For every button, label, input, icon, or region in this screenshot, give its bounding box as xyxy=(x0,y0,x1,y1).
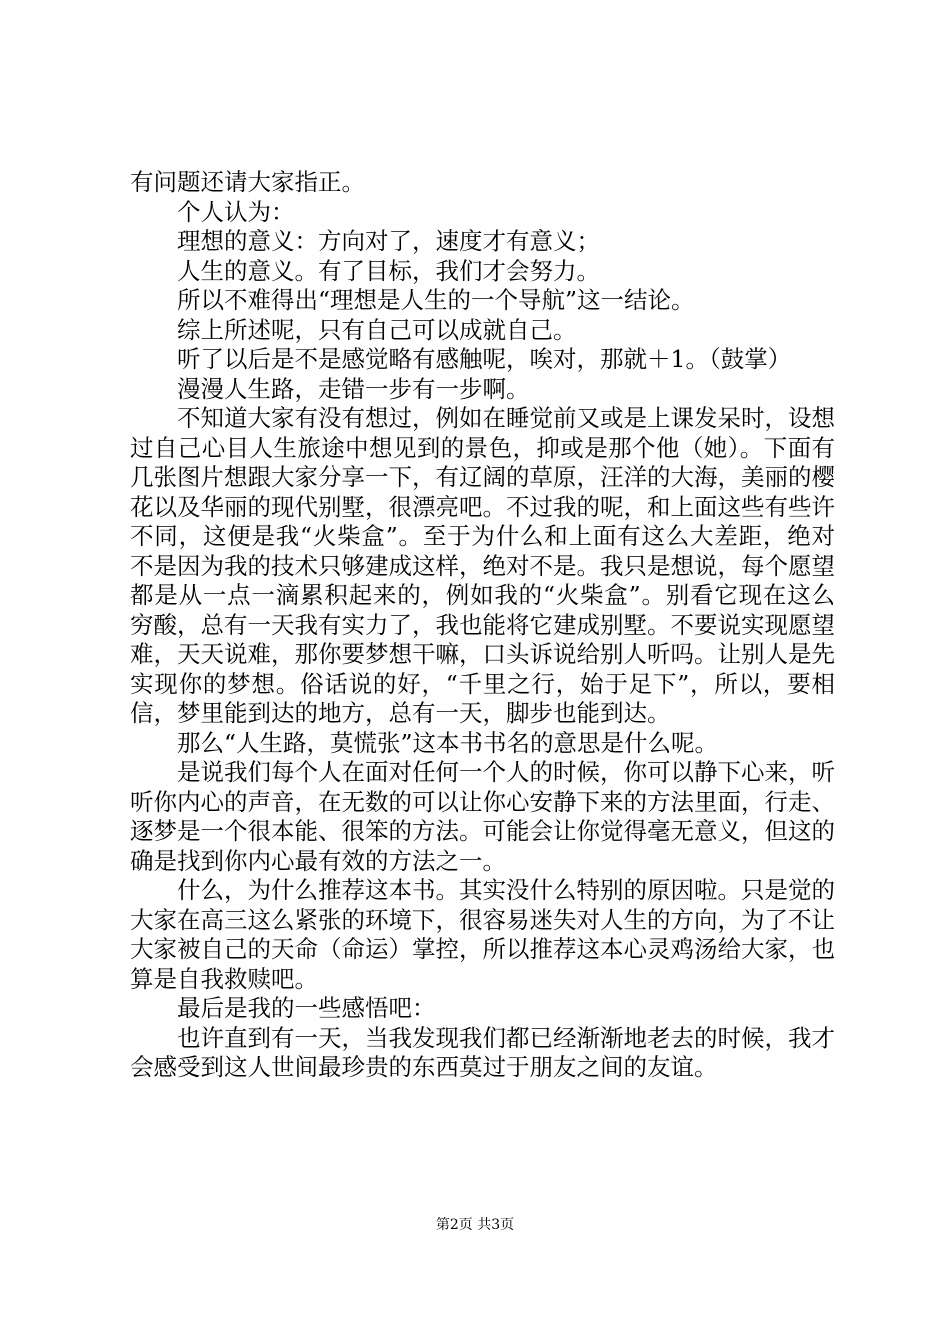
paragraph: 也许直到有一天，当我发现我们都已经渐渐地老去的时候，我才会感受到这人世间最珍贵的东西莫过于朋友之间的友谊。 xyxy=(130,1023,835,1081)
paragraph: 是说我们每个人在面对任何一个人的时候，你可以静下心来，听听你内心的声音，在无数的可以让你心安静下来的方法里面，行走、逐梦是一个很本能、很笨的方法。可能会让你觉得毫无意义，但这的确是找到你内心最有效的方法之一。 xyxy=(130,758,835,875)
paragraph: 综上所述呢，只有自己可以成就自己。 xyxy=(177,315,577,344)
paragraph: 理想的意义：方向对了，速度才有意义； xyxy=(177,227,600,255)
paragraph: 漫漫人生路，走错一步有一步啊。 xyxy=(177,374,530,403)
paragraph: 所以不难得出“理想是人生的一个导航”这一结论。 xyxy=(177,286,695,314)
paragraph: 听了以后是不是感觉略有感触呢，唉对，那就＋1。（鼓掌） xyxy=(177,345,792,373)
paragraph: 人生的意义。有了目标，我们才会努力。 xyxy=(177,256,600,285)
document-body xyxy=(130,168,835,1083)
paragraph: 什么，为什么推荐这本书。其实没什么特别的原因啦。只是觉的大家在高三这么紧张的环境下，很容易迷失对人生的方向，为了不让大家被自己的天命（命运）掌控，所以推荐这本心灵鸡汤给大家，也算是自我救赎吧。 xyxy=(130,876,835,993)
paragraph: 那么“人生路，莫慌张”这本书书名的意思是什么呢。 xyxy=(177,728,719,757)
paragraph: 最后是我的一些感悟吧： xyxy=(177,994,436,1022)
paragraph: 不知道大家有没有想过，例如在睡觉前又或是上课发呆时，设想过自己心目人生旅途中想见到的景色，抑或是那个他（她）。下面有几张图片想跟大家分享一下，有辽阔的草原，汪洋的大海，美丽的樱花以及华丽的现代别墅，很漂亮吧。不过我的呢，和上面这些有些许不同，这便是我“火柴盒”。至于为什么和上面有这么大差距，绝对不是因为我的技术只够建成这样，绝对不是。我只是想说，每个愿望都是从一点一滴累积起来的，例如我的“火柴盒”。别看它现在这么穷酸，总有一天我有实力了，我也能将它建成别墅。不要说实现愿望难，天天说难，那你要梦想干嘛，口头诉说给别人听吗。让别人是先实现你的梦想。俗话说的好，“千里之行，始于足下”，所以，要相信，梦里能到达的地方，总有一天，脚步也能到达。 xyxy=(130,404,835,727)
paragraph: 个人认为： xyxy=(177,197,295,226)
paragraph: 有问题还请大家指正。 xyxy=(130,168,365,196)
page-footer: 第2页 共3页 xyxy=(435,1217,515,1233)
